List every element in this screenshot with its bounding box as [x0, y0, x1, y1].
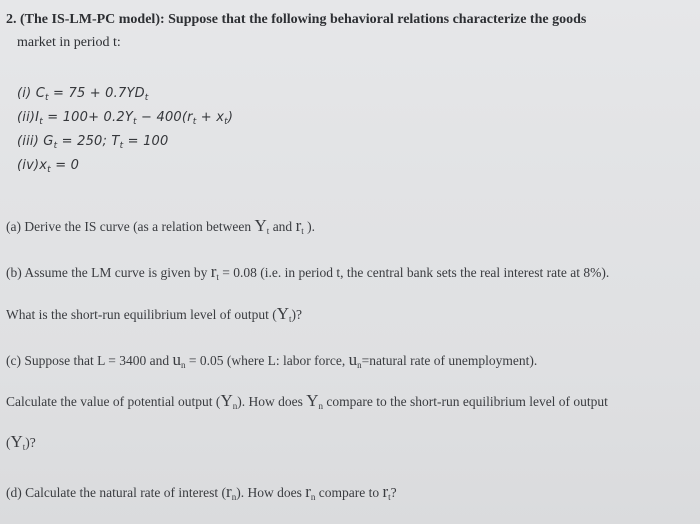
part-c-line2: Calculate the value of potential output $(Y_n)$. How does $Y_n$ compare to the short-run equilibrium level of output	[6, 391, 608, 411]
equation-net-exports: $(iv)x_t = 0$	[17, 158, 80, 175]
part-a: (a) Derive the IS curve (as a relation between $Y_t$ and $r_t$ ).	[6, 216, 315, 236]
equation-investment: $(ii)I_t = 100+ 0.2Y_t - 400(r_t + x_t)$	[17, 110, 234, 127]
part-d: (d) Calculate the natural rate of interest $(r_n)$. How does $r_n$ compare to $r_t$?	[6, 482, 397, 502]
equation-consumption: (i) $C_t = 75 + 0.7YD_t$	[17, 86, 149, 103]
part-b-line1: (b) Assume the LM curve is given by $r_t = 0.08$ (i.e. in period t, the central bank sets the real interest rate at 8%).	[6, 262, 610, 282]
equation-government: (iii) $G_t = 250$; $T_t = 100$	[17, 134, 169, 151]
part-c-line3: $(Y_t)$?	[6, 432, 36, 452]
part-b-line2: What is the short-run equilibrium level of output $(Y_t)$?	[6, 304, 302, 324]
problem-header: 2. (The IS-LM-PC model): Suppose that the following behavioral relations characterize the goods	[6, 12, 587, 27]
part-c-line1: (c) Suppose that L = 3400 and $u_n = 0.05$ (where L: labor force, $u_n=natural$ rate of unemployment).	[6, 350, 538, 370]
problem-header-continuation: market in period t:	[17, 35, 121, 50]
